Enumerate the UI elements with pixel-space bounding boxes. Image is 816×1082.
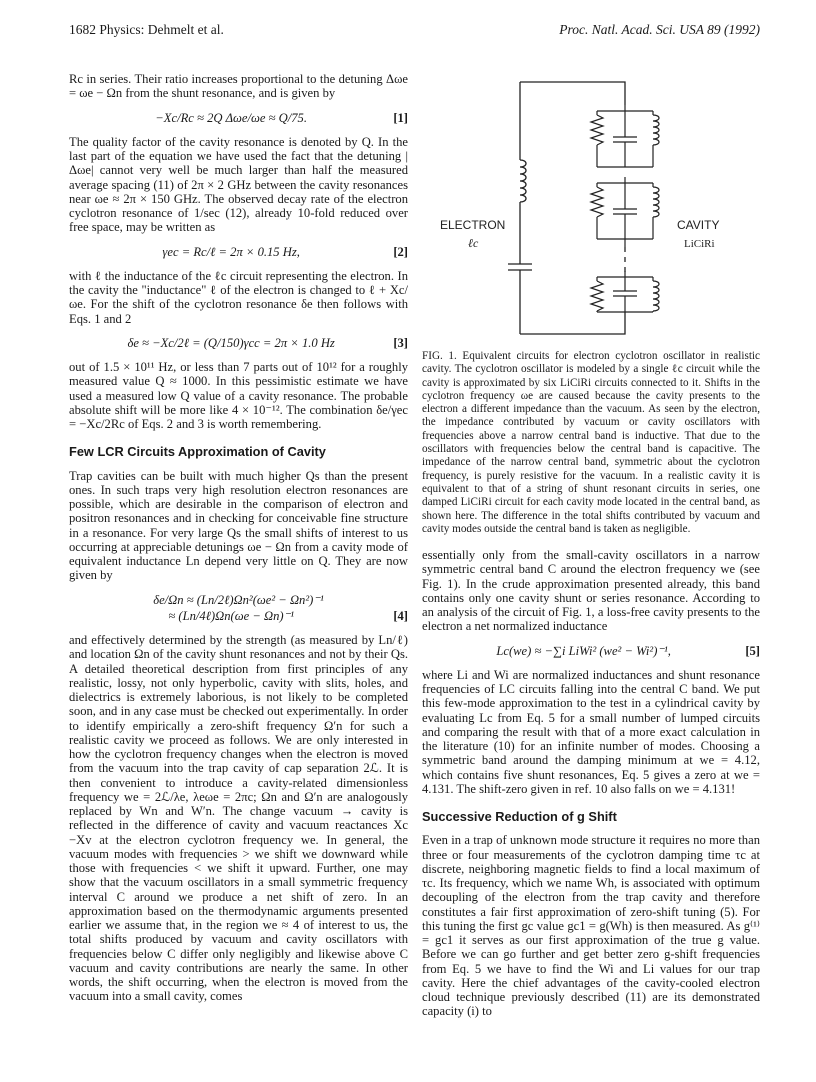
electron-label: ELECTRON xyxy=(440,218,506,232)
electron-sublabel: ℓc xyxy=(468,236,479,250)
cavity-label: CAVITY xyxy=(677,218,720,232)
paragraph: Even in a trap of unknown mode structure it requires no more than three or four measurements of the cyclotron damping time τc at discrete, neighboring magnetic fields to find a local maximum of τc. Its frequency, which we name Wh, is associated with optimum decoupling of the electron from the trap cavity and therefore constitutes a fair first approximation of zero-shift tuning (5). For this tuning the first gc value gc1 = g(Wh) is then measured. As g⁽¹⁾ = gc1 it serves as our first approximation of the true g value. Before we can go further and get better zero g-shift frequencies from Eq. 5 we have to find the Wi and Li values for our trap cavity. Here the chief advantages of the cavity-cooled electron cloud technique previously described (11) are its demonstrated capacity (i) to xyxy=(422,833,760,1019)
circuit-figure xyxy=(422,72,760,338)
paragraph: with ℓ the inductance of the ℓc circuit representing the electron. In the cavity the "inductance" ℓ of the electron is changed to ℓ + Xc/ωe. For the shift of the cyclotron resonance δe then follows with Eqs. 1 and 2 xyxy=(69,268,408,326)
equation-2: γec = Rc/ℓ = 2π × 0.15 Hz, [2] xyxy=(162,244,408,259)
section-heading: Few LCR Circuits Approximation of Cavity xyxy=(69,444,326,460)
circuit-diagram xyxy=(422,72,760,338)
paragraph: where Li and Wi are normalized inductances and shunt resonance frequencies of LC circuits falling into the central C band. We put this few-mode approximation to the test in a cylindrical cavity by evaluating Lc from Eq. 5 for a small number of lumped circuits and comparing the result with that of a more exact calculation in the literature (10) for an infinite number of modes. Choosing a symmetric band around the damping minimum at we = 4.12, which contains five shunt resonances, Eq. 5 gives a zero at we = 4.131. The shift-zero given in ref. 10 also falls on we = 4.131! xyxy=(422,667,760,796)
cavity-sublabel: LiCiRi xyxy=(684,238,715,250)
paragraph: and effectively determined by the strength (as measured by Ln/ℓ) and location Ωn of the cavity shunt resonances and not by their Qs. A detailed theoretical description from first principles of any realistic, lossy, not only hyperbolic, cavity with slits, holes, and dielectrics is extremely laborious, is not likely to be completed soon, and in any case must be checked out experimentally. In order to identify empirically a zero-shift frequency Ω′n for such a realistic cavity we proceed as follows. We are only interested in how the cyclotron frequency changes when the electron is moved from the vacuum into the trap cavity of cap separation 2ℒ. It is then convenient to introduce a cavity-related dimensionless frequency we = 2ℒ/λe, λeωe = 2πc; Ωn and Ω′n are analogously replaced by Wn and W′n. The change vacuum → cavity is reflected in the difference of cavity and vacuum reactances Xc −Xv at the electron cyclotron frequency we. In general, the vacuum modes with frequencies > we shift we downward while those with frequencies < we shift it upward. Further, one may show that the vacuum oscillators in a small symmetric frequency interval C around we produce a net shift of zero. In an approximation based on the thermodynamic arguments presented earlier we assume that, in the region we ≈ 4 of interest to us, the total shifts produced by vacuum and cavity oscillators with frequencies below C differ only negligibly and likewise above C vacuum and cavity contributions are nearly the same. In other words, the shift occurring, when the electron is moved from the vacuum into a small cavity, comes xyxy=(69,633,408,1004)
right-column xyxy=(422,350,760,1019)
left-column xyxy=(69,72,408,1004)
equation-4b: ≈ (Ln/4ℓ)Ωn(ωe − Ωn)⁻¹ [4] xyxy=(168,608,408,623)
paragraph: The quality factor of the cavity resonance is denoted by Q. In the last part of the equation we have used the fact that the detuning |Δωe| cannot very well be much larger than half the measured average spacing (11) of 2π × 2 GHz between the cavity resonances near ωe ≈ 2π × 150 GHz. The observed decay rate of the electron cyclotron resonance of 1/sec (12), already 10-fold reduced over free space, may be written as xyxy=(69,134,408,235)
paragraph: Trap cavities can be built with much higher Qs than the present ones. In such traps very high resolution electron resonances are possible, which are desirable in the comparison of electron and positron resonances and in checking for conceivable fine structure in a resonance. For very large Qs the small shifts of interest to us occurring at appreciable detunings ωe − Ωn from a cavity mode of equivalent inductance Ln depend very little on Q. They are now given by xyxy=(69,468,408,583)
paragraph: out of 1.5 × 10¹¹ Hz, or less than 7 parts out of 10¹² for a roughly measured value Q ≈ 1000. In this pessimistic estimate we have used a measured low Q value of a cavity resonance. The probable absolute shift will be more like 4 × 10⁻¹². The combination δe/γec = −Xc/2Rc of Eqs. 2 and 3 is worth remembering. xyxy=(69,360,408,431)
figure-caption: FIG. 1. Equivalent circuits for electron cyclotron oscillator in realistic cavity. The cyclotron oscillator is modeled by a single ℓc circuit while the cavity is approximated by six LiCiRi circuits connected to it. Shifts in the cyclotron frequency ωe are caused because the cavity presents to the electron a different impedance than the vacuum. As seen by the electron, the impedance contributed by vacuum or cavity oscillators with frequencies above a narrow central band is inductive. That due to the oscillators with frequencies below the central band is capacitive. The impedance of the narrow central band, symmetric about the cyclotron frequency, is purely resistive for the vacuum. In a realistic cavity it is equivalent to that of a string of shunt resonant circuits in series, one damped LiCiRi circuit for each cavity mode located in the central band, as shown here. The difference in the total shifts contributed by vacuum and cavity modes outside the central band is taken as negligible. xyxy=(422,350,760,535)
paragraph: essentially only from the small-cavity oscillators in a narrow symmetric central band C around the electron frequency we (see Fig. 1). In the crude approximation presented already, this band contains only one cavity shunt or series resonance. According to an analysis of the circuit of Fig. 1, a loss-free cavity presents to the electron a net normalized inductance xyxy=(422,548,760,634)
equation-4a: δe/Ωn ≈ (Ln/2ℓ)Ωn²(ωe² − Ωn²)⁻¹ xyxy=(153,592,324,607)
running-header-right: Proc. Natl. Acad. Sci. USA 89 (1992) xyxy=(559,22,760,37)
equation-1: −Xc/Rc ≈ 2Q Δωe/ωe ≈ Q/75. [1] xyxy=(155,110,408,125)
paragraph: Rc in series. Their ratio increases proportional to the detuning Δωe = ωe − Ωn from the shunt resonance, and is given by xyxy=(69,72,408,101)
equation-5: Lc(we) ≈ −∑i LiWi² (we² − Wi²)⁻¹, [5] xyxy=(496,643,760,658)
equation-3: δe ≈ −Xc/2ℓ = (Q/150)γcc = 2π × 1.0 Hz [3] xyxy=(127,335,408,350)
section-heading: Successive Reduction of g Shift xyxy=(422,809,617,825)
running-header-left: 1682 Physics: Dehmelt et al. xyxy=(69,22,224,37)
